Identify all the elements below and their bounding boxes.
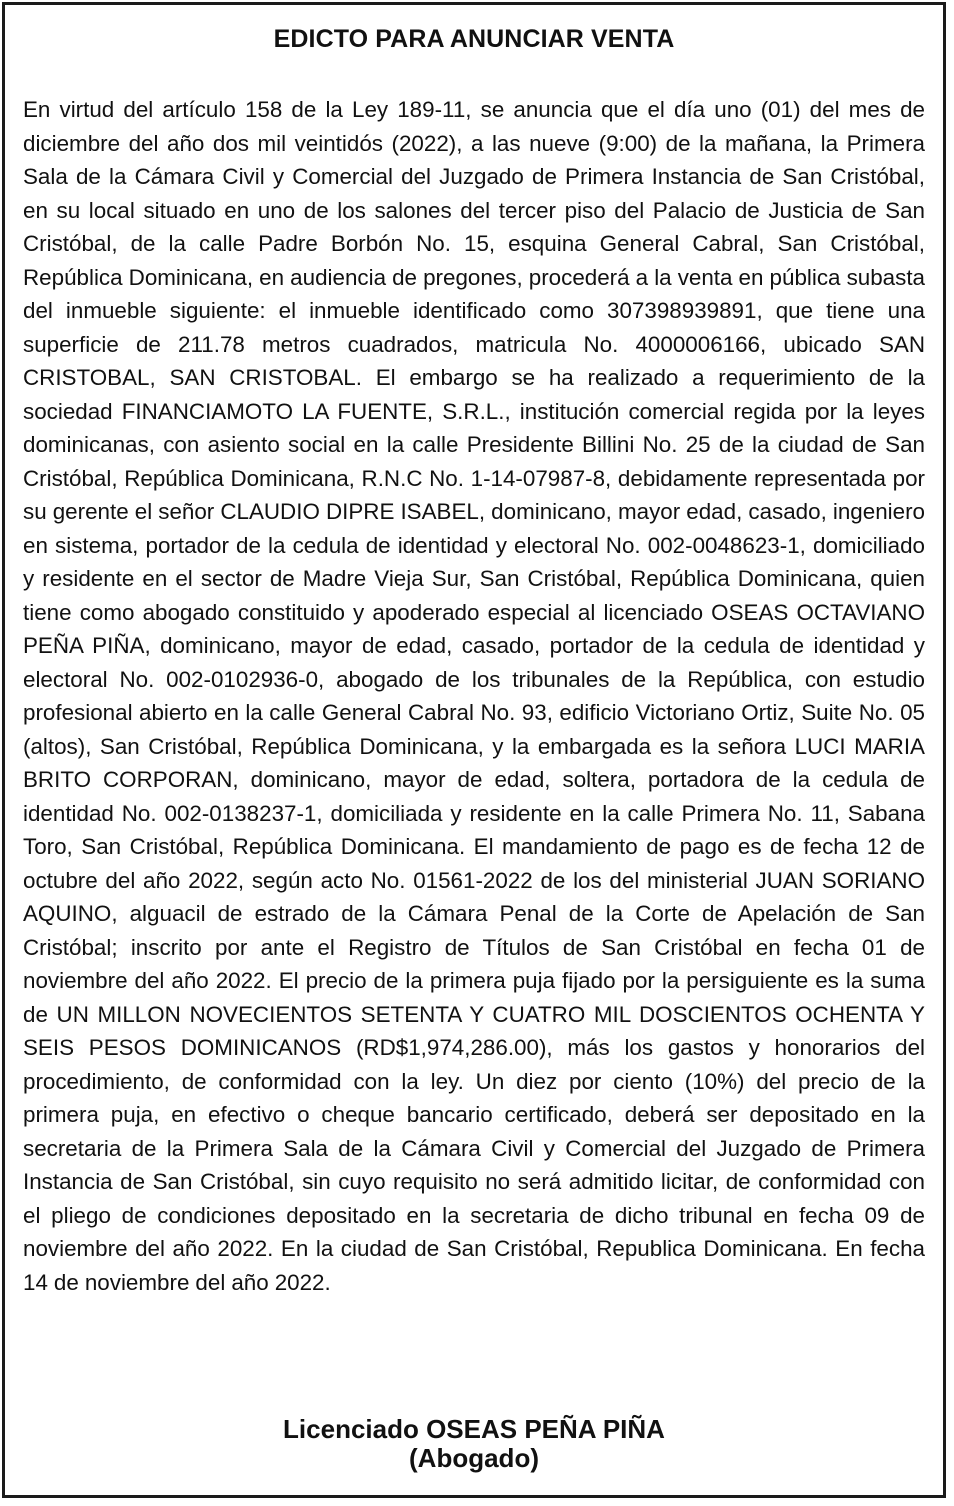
- signature-role: (Abogado): [409, 1443, 539, 1473]
- edict-body-paragraph: En virtud del artículo 158 de la Ley 189-11, se anuncia que el día uno (01) del mes de diciembre del año dos mil veintidós (2022), a las nueve (9:00) de la mañana, la Primera Sala de la Cámara Civil y Comercial del Juzgado de Primera Instancia de San Cristóbal, en su local situado en uno de los salones del tercer piso del Palacio de Justicia de San Cristóbal, de la calle Padre Borbón No. 15, esquina General Cabral, San Cristóbal, República Dominicana, en audiencia de pregones, procederá a la venta en pública subasta del inmueble siguiente: el inmueble identificado como 307398939891, que tiene una superficie de 211.78 metros cuadrados, matricula No. 4000006166, ubicado SAN CRISTOBAL, SAN CRISTOBAL. El embargo se ha realizado a requerimiento de la sociedad FINANCIAMOTO LA FUENTE, S.R.L., institución comercial regida por la leyes dominicanas, con asiento social en la calle Presidente Billini No. 25 de la ciudad de San Cristóbal, República Dominicana, R.N.C No. 1-14-07987-8, debidamente representada por su gerente el señor CLAUDIO DIPRE ISABEL, dominicano, mayor edad, casado, ingeniero en sistema, portador de la cedula de identidad y electoral No. 002-0048623-1, domiciliado y residente en el sector de Madre Vieja Sur, San Cristóbal, República Dominicana, quien tiene como abogado constituido y apoderado especial al licenciado OSEAS OCTAVIANO PEÑA PIÑA, dominicano, mayor de edad, casado, portador de la cedula de identidad y electoral No. 002-0102936-0, abogado de los tribunales de la República, con estudio profesional abierto en la calle General Cabral No. 93, edificio Victoriano Ortiz, Suite No. 05 (altos), San Cristóbal, República Dominicana, y la embargada es la señora LUCI MARIA BRITO CORPORAN, dominicano, mayor de edad, soltera, portadora de la cedula de identidad No. 002-0138237-1, domiciliada y residente en la calle Primera No. 11, Sabana Toro, San Cristóbal, República Dominicana. El mandamiento de pago es de fecha 12 de octubre del año 2022, según acto No. 01561-2022 de los del ministerial JUAN SORIANO AQUINO, alguacil de estrado de la Cámara Penal de la Corte de Apelación de San Cristóbal; inscrito por ante el Registro de Títulos de San Cristóbal en fecha 01 de noviembre del año 2022. El precio de la primera puja fijado por la persiguiente es la suma de UN MILLON NOVECIENTOS SETENTA Y CUATRO MIL DOSCIENTOS OCHENTA Y SEIS PESOS DOMINICANOS (RD$1,974,286.00), más los gastos y honorarios del procedimiento, de conformidad con la ley. Un diez por ciento (10%) del precio de la primera puja, en efectivo o cheque bancario certificado, deberá ser depositado en la secretaria de la Primera Sala de la Cámara Civil y Comercial del Juzgado de Primera Instancia de San Cristóbal, sin cuyo requisito no será admitido licitar, de conformidad con el pliego de condiciones depositado en la secretaria de dicho tribunal en fecha 09 de noviembre del año 2022. En la ciudad de San Cristóbal, Republica Dominicana. En fecha 14 de noviembre del año 2022.: [23, 97, 925, 1295]
- signature-name: Licenciado OSEAS PEÑA PIÑA: [283, 1414, 665, 1444]
- edict-title: EDICTO PARA ANUNCIAR VENTA: [273, 25, 675, 53]
- signature-block: [5, 1415, 943, 1473]
- edict-frame: [2, 2, 946, 1498]
